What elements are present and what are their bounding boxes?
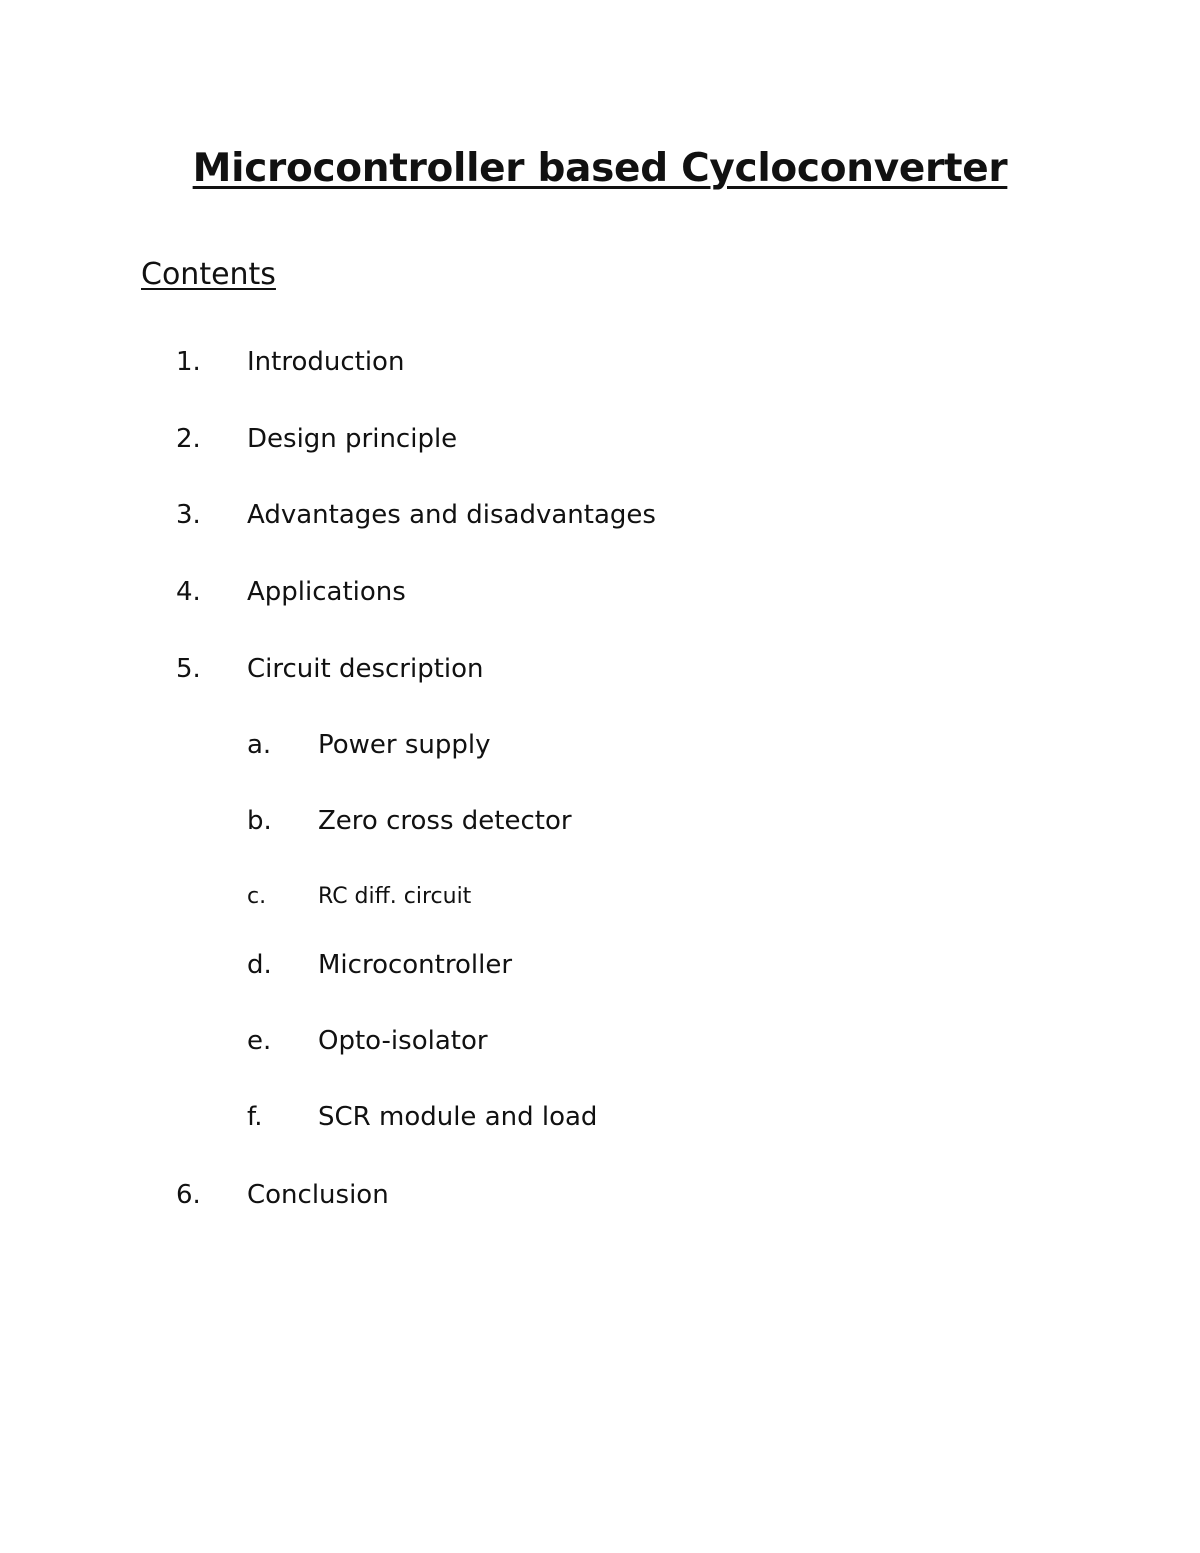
toc-item-number: 2. (176, 424, 201, 454)
toc-item-label: Advantages and disadvantages (247, 500, 656, 530)
toc-item-label: Opto-isolator (318, 1026, 488, 1056)
toc-item-number: e. (247, 1026, 272, 1056)
toc-item-number: 4. (176, 577, 201, 607)
toc-item-number: 5. (176, 654, 201, 684)
toc-item-label: Zero cross detector (318, 806, 572, 836)
toc-item-label: Circuit description (247, 654, 484, 684)
toc-item-label: Power supply (318, 730, 491, 760)
toc-item-number: d. (247, 950, 272, 980)
toc-item-number: 6. (176, 1180, 201, 1210)
toc-item-number: 1. (176, 347, 201, 377)
toc-item-label: SCR module and load (318, 1102, 598, 1132)
toc-item-label: Conclusion (247, 1180, 389, 1210)
toc-item-label: Design principle (247, 424, 458, 454)
toc-item-label: Microcontroller (318, 950, 513, 980)
toc-item-label: Introduction (247, 347, 405, 377)
contents-heading: Contents (141, 257, 276, 292)
toc-item-number: b. (247, 806, 272, 836)
toc-item-label: Applications (247, 577, 406, 607)
toc-item-number: c. (247, 884, 267, 909)
toc-item-number: a. (247, 730, 272, 760)
toc-item-label: RC diff. circuit (318, 884, 472, 909)
document-title: Microcontroller based Cycloconverter (192, 146, 1008, 191)
toc-item-number: f. (247, 1102, 263, 1132)
toc-item-number: 3. (176, 500, 201, 530)
